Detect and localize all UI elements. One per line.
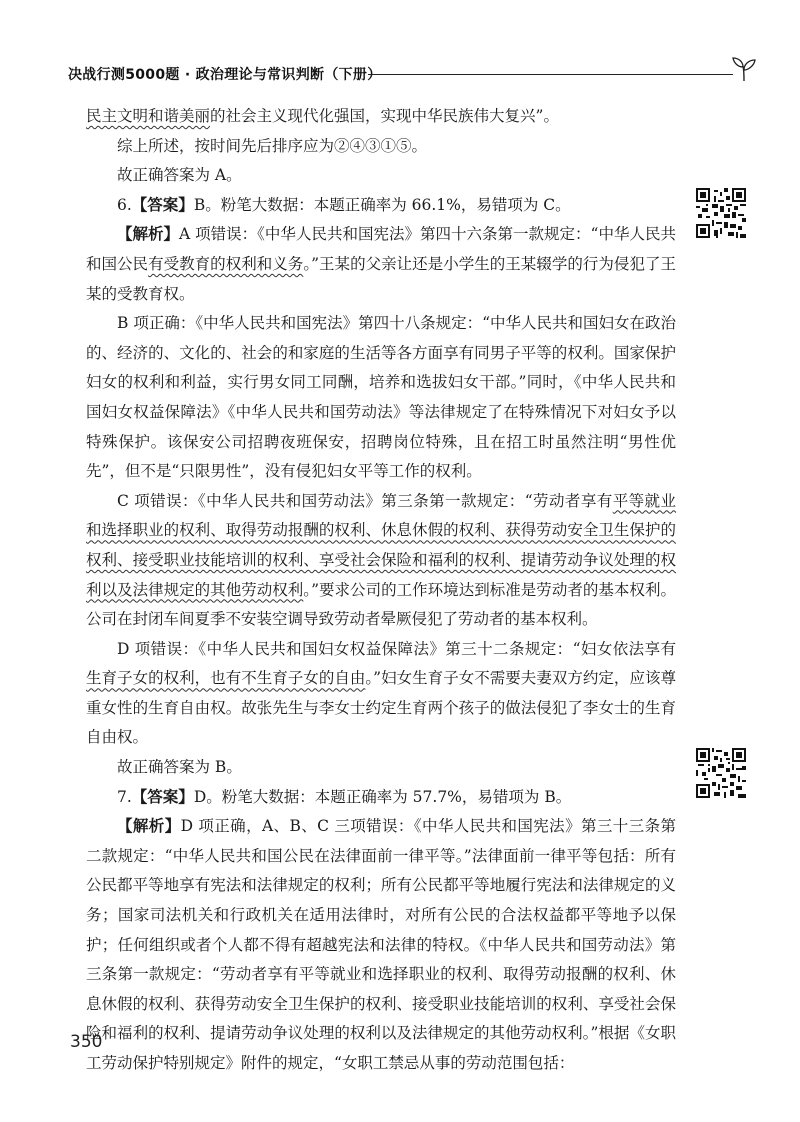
paragraph: 综上所述，按时间先后排序应为②④③①⑤。	[117, 136, 428, 155]
analysis-label: 【解析】	[117, 817, 181, 836]
text-run: 。”王某的父亲让还是小学生的王某辍学的行为侵犯了王某的受教育权。	[86, 254, 676, 303]
sprout-icon	[730, 54, 758, 82]
answer-text: B。粉笔大数据：本题正确率为 66.1%，易错项为 C。	[193, 195, 571, 214]
qr-code-icon[interactable]	[696, 748, 746, 798]
qr-code-icon[interactable]	[696, 188, 746, 238]
question-number: 7.	[117, 787, 132, 806]
page-number: 350	[70, 1032, 103, 1052]
text-run: 。”妇女生育子女不需要夫妻双方约定，应该尊重女性的生育自由权。故张先生与李女士约定生育两个孩子的做法侵犯了李女士的生育自由权。	[86, 669, 676, 747]
text-run: D 项正确，A、B、C 三项错误：《中华人民共和国宪法》第三十三条第二款规定：“中华人民共和国公民在法律面前一律平等。”法律面前一律平等包括：所有公民都平等地享有宪法和法律规定的权利；所有公民都平等地履行宪法和法律规定的义务；国家司法机关和行政机关在适用法律时，对所有公民的合法权益都平等地予以保护；任何组织或者个人都不得有超越宪法和法律的特权。《中华人民共和国劳动法》第三条第一款规定：“劳动者享有平等就业和选择职业的权利、取得劳动报酬的权利、休息休假的权利、获得劳动安全卫生保护的权利、接受职业技能培训的权利、享受社会保险和福利的权利、提请劳动争议处理的权利以及法律规定的其他劳动权利。”根据《女职工劳动保护特别规定》附件的规定，“女职工禁忌从事的劳动范围包括：	[86, 817, 676, 1072]
emphasis-text: 生育子女的权利，也有不生育子女的自由	[86, 669, 366, 688]
question-6-analysis-a	[86, 220, 676, 309]
emphasis-text: 民主文明和谐美丽	[86, 107, 211, 125]
answer-label: 【答案】	[131, 195, 194, 214]
paragraph	[86, 102, 676, 132]
analysis-label: 【解析】	[117, 225, 180, 244]
paragraph: 故正确答案为 A。	[117, 166, 242, 185]
header-rule	[368, 74, 733, 75]
text-run: A 项错误：《中华人民共和国宪法》第四十六条第一款规定：“中华人民共和国公民	[86, 225, 676, 273]
question-number: 6.	[117, 195, 132, 214]
page-body	[86, 102, 676, 1079]
header-title: 决战行测5000题 · 政治理论与常识判断（下册）	[68, 67, 382, 83]
emphasis-text: 平等就业和选择职业的权利、取得劳动报酬的权利、休息休假的权利、获得劳动安全卫生保护的权利、接受职业技能培训的权利、享受社会保险和福利的权利、提请劳动争议处理的权利以及法律规定的其他劳动权利	[86, 491, 676, 599]
text-run: 。”要求公司的工作环境达到标准是劳动者的基本权利。公司在封闭车间夏季不安装空调导致劳动者晕厥侵犯了劳动者的基本权利。	[86, 580, 676, 629]
question-6-analysis-c	[86, 487, 676, 635]
question-7-answer	[86, 783, 676, 813]
text-run: C 项错误：《中华人民共和国劳动法》第三条第一款规定：“劳动者享有	[117, 491, 613, 510]
question-7-analysis	[86, 812, 676, 1078]
question-6-conclusion: 故正确答案为 B。	[117, 758, 242, 777]
text-run: 的社会主义现代化强国，实现中华民族伟大复兴”。	[210, 107, 559, 125]
answer-text: D。粉笔大数据：本题正确率为 57.7%，易错项为 B。	[193, 787, 572, 806]
question-6-analysis-b: B 项正确：《中华人民共和国宪法》第四十八条规定：“中华人民共和国妇女在政治的、经济的、文化的、社会的和家庭的生活等各方面享有同男子平等的权利。国家保护妇女的权利和利益，实行男女同工同酬，培养和选拔妇女干部。”同时，《中华人民共和国妇女权益保障法》《中华人民共和国劳动法》等法律规定了在特殊情况下对妇女予以特殊保护。该保安公司招聘夜班保安，招聘岗位特殊，且在招工时虽然注明“男性优先”，但不是“只限男性”，没有侵犯妇女平等工作的权利。	[86, 314, 676, 481]
running-header	[68, 54, 758, 90]
emphasis-text: 有受教育的权利和义务	[148, 254, 304, 273]
question-6-answer	[86, 191, 676, 221]
answer-label: 【答案】	[131, 787, 194, 806]
question-6-analysis-d	[86, 635, 676, 753]
text-run: D 项错误：《中华人民共和国妇女权益保障法》第三十二条规定：“妇女依法享有	[117, 639, 676, 658]
